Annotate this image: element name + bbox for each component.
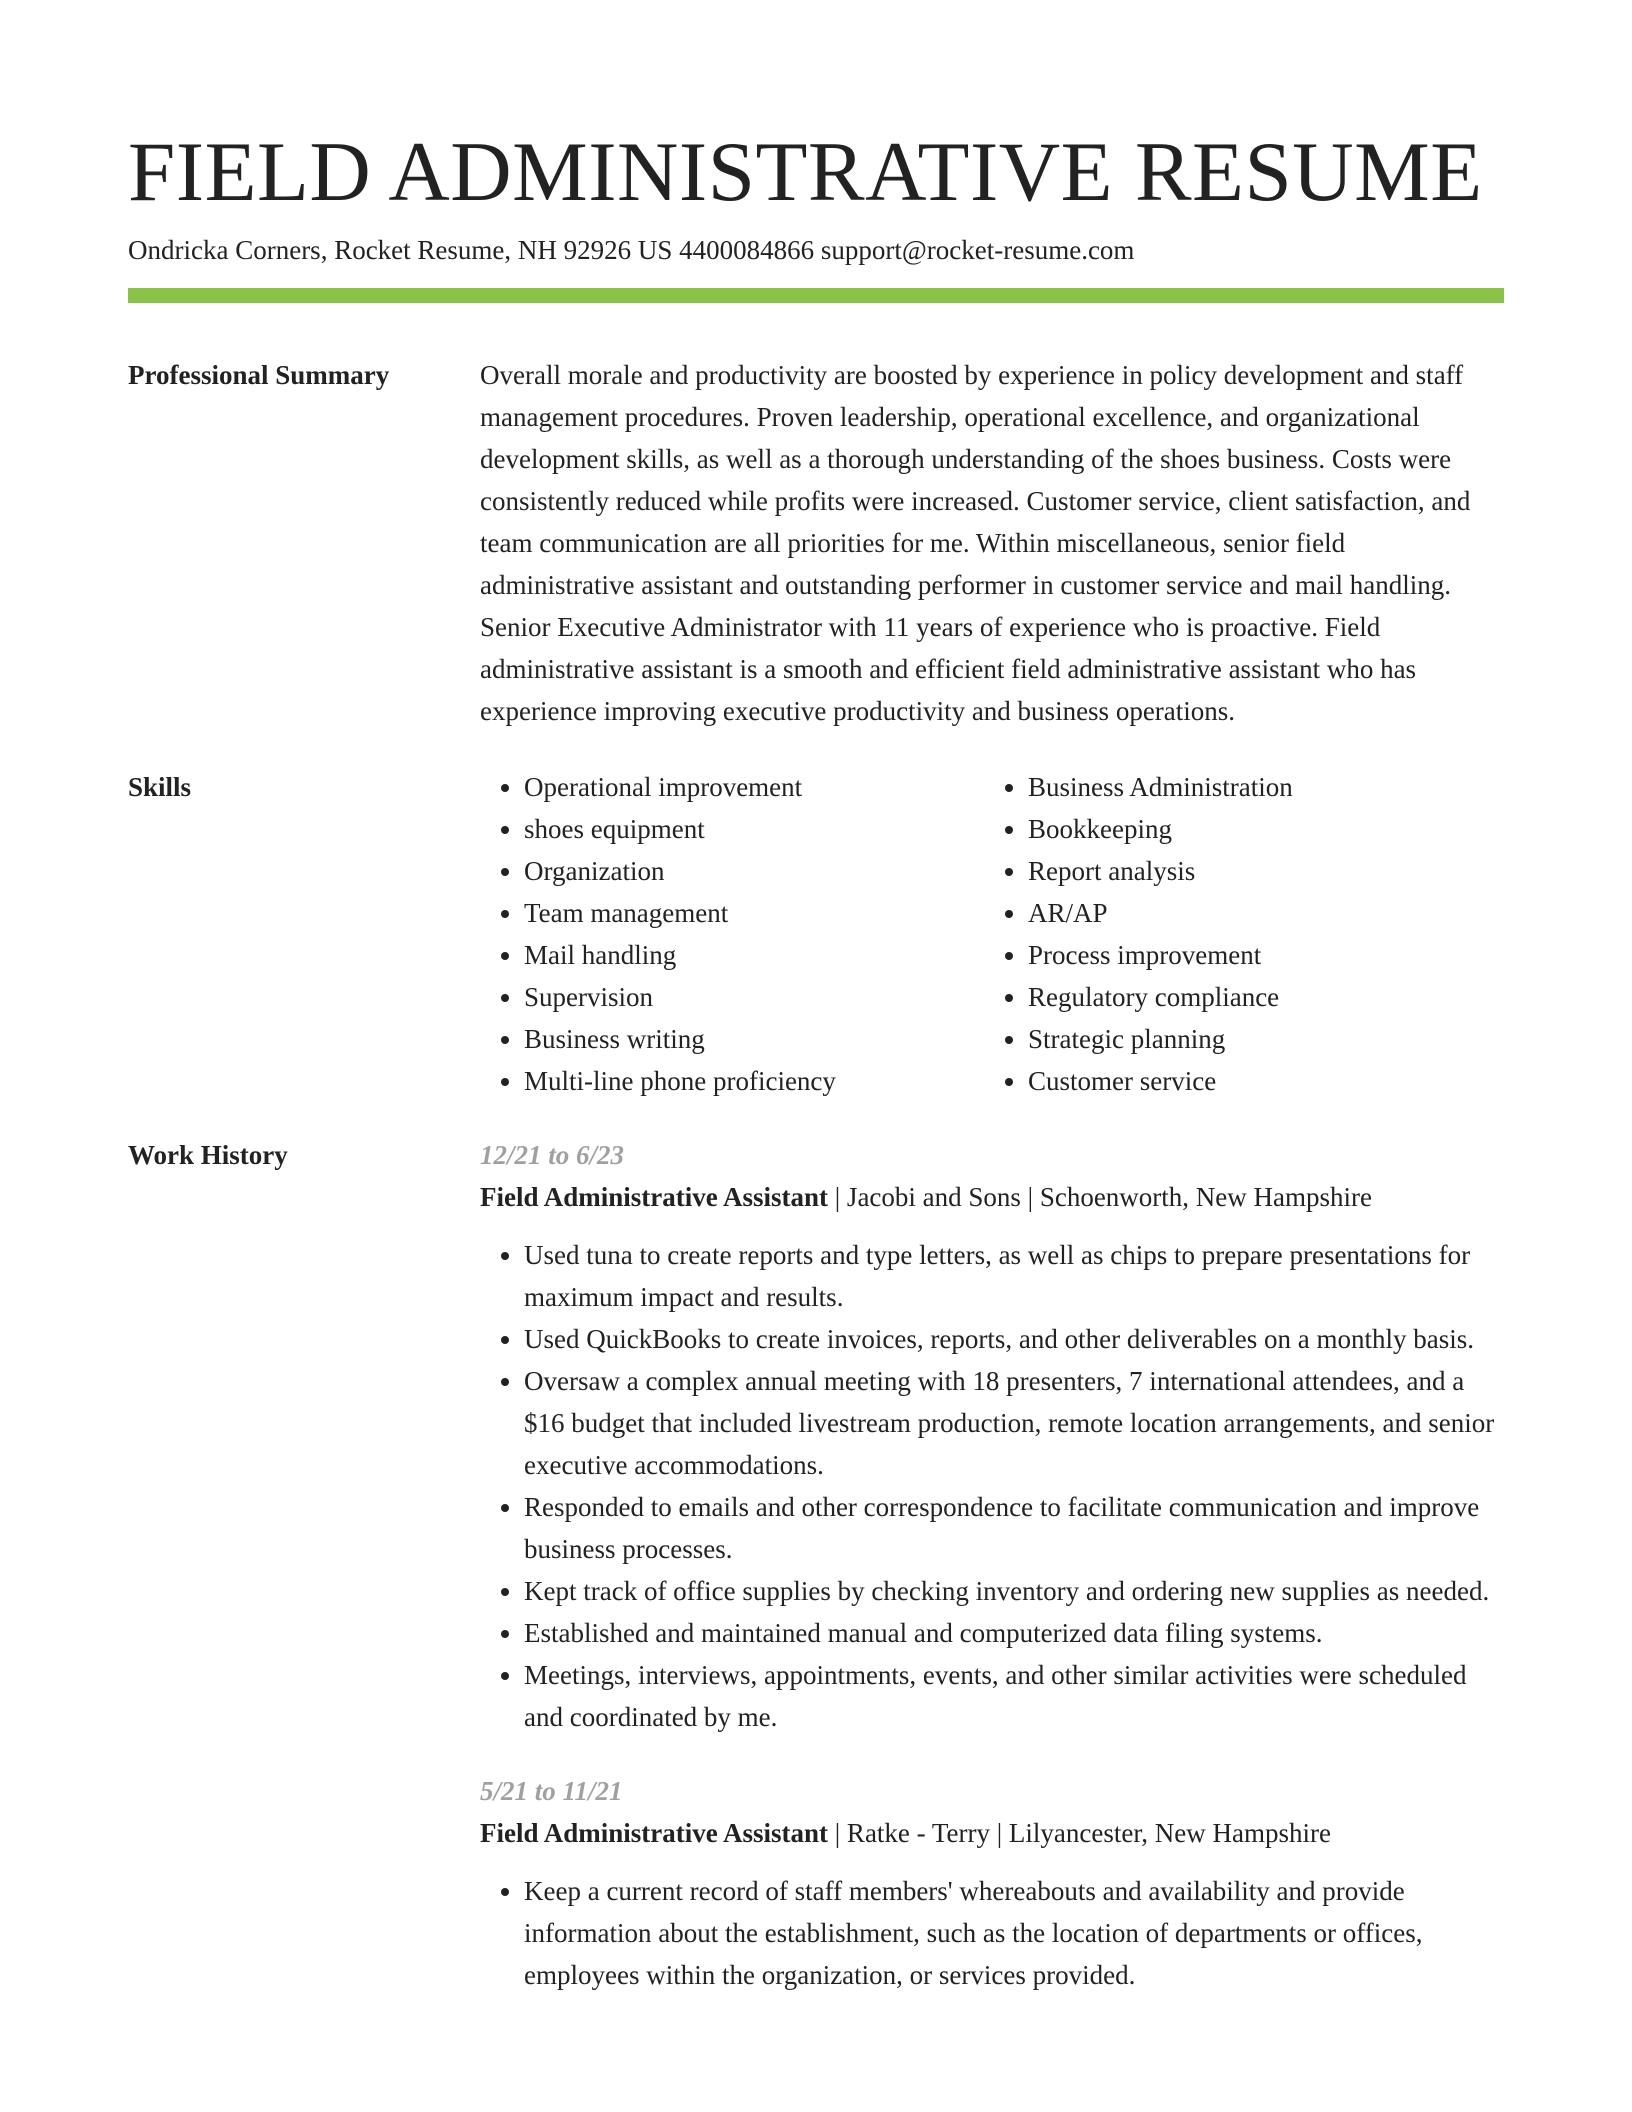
resume-page <box>128 0 1504 1996</box>
job-employer-location: | Ratke - Terry | Lilyancester, New Hampshire <box>828 1818 1331 1848</box>
summary-text: Overall morale and productivity are boosted by experience in policy development and staff management procedures. Proven leadership, operational excellence, and organizational development skills, as well as a thorough understanding of the shoes business. Costs were consistently reduced while profits were increased. Customer service, client satisfaction, and team communication are all priorities for me. Within miscellaneous, senior field administrative assistant and outstanding performer in customer service and mail handling. Senior Executive Administrator with 11 years of experience who is proactive. Field administrative assistant is a smooth and efficient field administrative assistant who has experience improving executive productivity and business operations. <box>480 360 1471 726</box>
page-title: FIELD ADMINISTRATIVE RESUME <box>128 125 1483 219</box>
summary-section <box>128 354 1504 732</box>
skill-item: • Multi-line phone proficiency <box>524 1060 984 1102</box>
job-bullets <box>480 1870 1504 1996</box>
skill-item: • Organization <box>524 850 984 892</box>
summary-body <box>480 354 1504 732</box>
job-entry <box>480 1770 1504 1996</box>
skill-item: • shoes equipment <box>524 808 984 850</box>
job-heading <box>480 1812 1504 1854</box>
skills-list <box>480 766 1528 1102</box>
skill-item: • Regulatory compliance <box>1028 976 1528 1018</box>
job-title: Field Administrative Assistant <box>480 1182 829 1212</box>
skill-item: • Report analysis <box>1028 850 1528 892</box>
work-history-body <box>480 1134 1504 1996</box>
job-bullet: • Kept track of office supplies by checking inventory and ordering new supplies as needed. <box>524 1570 1504 1612</box>
job-bullet: • Used tuna to create reports and type letters, as well as chips to prepare presentations for maximum impact and results. <box>524 1234 1504 1318</box>
skill-item: • Team management <box>524 892 984 934</box>
skill-item: • Mail handling <box>524 934 984 976</box>
job-title: Field Administrative Assistant <box>480 1818 829 1848</box>
work-history-section <box>128 1134 1504 1996</box>
skill-item: • Business writing <box>524 1018 984 1060</box>
skills-column-2 <box>984 766 1528 1102</box>
skills-column-1 <box>480 766 984 1102</box>
job-bullet: • Responded to emails and other correspondence to facilitate communication and improve business processes. <box>524 1486 1504 1570</box>
job-bullet: • Keep a current record of staff members' whereabouts and availability and provide information about the establishment, such as the location of departments or offices, employees within the organization, or services provided. <box>524 1870 1504 1996</box>
skill-item: • Supervision <box>524 976 984 1018</box>
job-dates: 5/21 to 11/21 <box>480 1776 623 1806</box>
skill-item: • Process improvement <box>1028 934 1528 976</box>
skill-item: • Customer service <box>1028 1060 1528 1102</box>
job-entry <box>480 1134 1504 1738</box>
skill-item: • Bookkeeping <box>1028 808 1528 850</box>
job-heading <box>480 1176 1504 1218</box>
contact-line: Ondricka Corners, Rocket Resume, NH 92926 US 4400084866 support@rocket-resume.com <box>128 235 1135 265</box>
job-bullets <box>480 1234 1504 1738</box>
job-bullet: • Established and maintained manual and computerized data filing systems. <box>524 1612 1504 1654</box>
job-bullet: • Oversaw a complex annual meeting with 18 presenters, 7 international attendees, and a $16 budget that included livestream production, remote location arrangements, and senior executive accommodations. <box>524 1360 1504 1486</box>
job-bullet: • Meetings, interviews, appointments, events, and other similar activities were scheduled and coordinated by me. <box>524 1654 1504 1738</box>
job-dates: 12/21 to 6/23 <box>480 1140 625 1170</box>
job-employer-location: | Jacobi and Sons | Schoenworth, New Hampshire <box>828 1182 1372 1212</box>
skill-item: • Operational improvement <box>524 766 984 808</box>
skill-item: • Strategic planning <box>1028 1018 1528 1060</box>
skill-item: • Business Administration <box>1028 766 1528 808</box>
work-history-heading: Work History <box>128 1140 288 1170</box>
skill-item: • AR/AP <box>1028 892 1528 934</box>
summary-heading: Professional Summary <box>128 360 390 390</box>
header-divider <box>128 288 1504 303</box>
skills-heading: Skills <box>128 772 192 802</box>
skills-section <box>128 766 1504 1102</box>
job-bullet: • Used QuickBooks to create invoices, reports, and other deliverables on a monthly basis. <box>524 1318 1504 1360</box>
